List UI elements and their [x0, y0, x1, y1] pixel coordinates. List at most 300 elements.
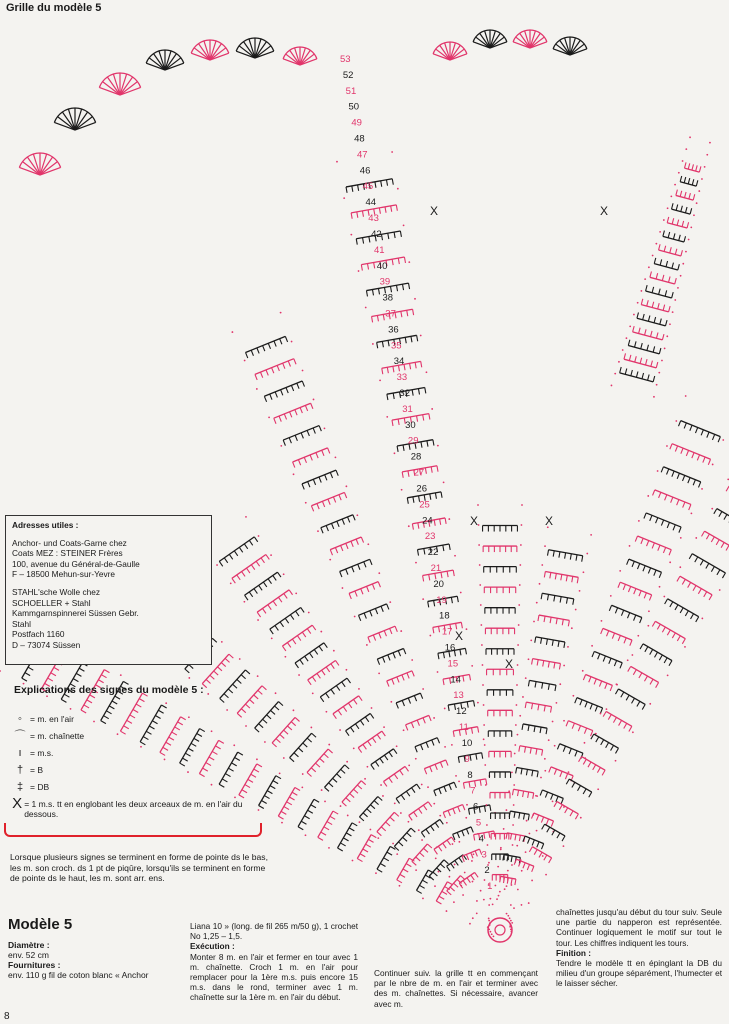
stitch	[264, 796, 269, 799]
stitch	[258, 690, 262, 694]
chain-dot	[529, 833, 531, 835]
stitch	[471, 827, 473, 833]
stitch	[212, 638, 216, 642]
stitch	[596, 737, 599, 742]
chain-dot	[535, 795, 537, 797]
chain-dot	[386, 416, 388, 418]
stitch	[661, 467, 663, 473]
chain-dot	[488, 920, 490, 922]
stitch	[527, 864, 529, 870]
chain-dot	[427, 786, 429, 788]
chain-dot	[256, 388, 258, 390]
chain-dot	[556, 702, 558, 704]
stitch	[268, 605, 271, 610]
stitch	[278, 572, 281, 577]
stitch	[394, 812, 398, 816]
chain-dot	[415, 869, 417, 871]
row-number: 29	[407, 435, 419, 447]
stitch	[463, 676, 464, 682]
chain-dot	[312, 692, 314, 694]
stitch	[411, 828, 415, 832]
stitch	[600, 708, 602, 714]
stitch	[451, 863, 454, 868]
chain-dot	[328, 847, 330, 849]
stitch	[368, 839, 373, 842]
stitch	[682, 221, 684, 227]
chain-dot	[633, 314, 635, 316]
chain-dot	[346, 761, 348, 763]
chain-dot	[358, 688, 360, 690]
legend-text: = m.s.	[30, 747, 54, 758]
stitch	[519, 813, 520, 819]
stitch	[443, 843, 446, 848]
stitch	[511, 834, 512, 840]
chain-dot	[554, 745, 556, 747]
chain-dot	[522, 696, 524, 698]
stitch	[351, 541, 353, 547]
stitch	[348, 517, 350, 523]
legend-item	[10, 778, 250, 795]
stitch	[640, 358, 642, 364]
chain-dot	[243, 601, 245, 603]
stitch	[652, 302, 654, 308]
stitch	[566, 598, 567, 604]
stitch	[634, 589, 636, 595]
stitch	[583, 789, 586, 794]
chain-dot	[379, 380, 381, 382]
stitch	[482, 753, 483, 759]
stitch	[417, 335, 418, 341]
stitch	[347, 678, 350, 683]
stitch	[632, 561, 634, 567]
model-title: Modèle 5	[8, 916, 73, 933]
chain-dot	[207, 693, 209, 695]
chain-dot	[685, 148, 687, 150]
row-number: 18	[439, 610, 450, 622]
chain-dot	[499, 891, 501, 893]
chain-dot	[411, 659, 413, 661]
stitch	[679, 235, 681, 241]
stitch	[411, 722, 413, 728]
stitch	[260, 372, 262, 378]
stitch	[280, 734, 284, 738]
stitch	[565, 553, 566, 559]
instructions-col-1	[190, 921, 358, 1003]
stitch	[639, 328, 641, 334]
row-number: 37	[385, 308, 396, 320]
stitch	[257, 348, 259, 354]
stitch	[374, 262, 375, 268]
chain-dot	[618, 361, 620, 363]
stitch	[291, 722, 295, 726]
stitch	[486, 779, 487, 785]
intro-text: Liana 10 » (long. de fil 265 m/50 g), 1 crochet No 1,25 – 1,5.	[190, 921, 358, 942]
stitch	[582, 556, 583, 562]
chain-dot	[488, 862, 490, 864]
stitch	[283, 363, 285, 369]
stitch	[538, 615, 539, 621]
chain-dot	[615, 760, 617, 762]
stitch	[557, 833, 560, 838]
chain-dot	[257, 675, 259, 677]
row-number: 16	[444, 642, 456, 654]
stitch	[397, 677, 399, 683]
stitch	[511, 878, 512, 884]
stitch	[561, 574, 562, 580]
stitch	[346, 798, 350, 802]
stitch	[534, 849, 537, 854]
stitch	[337, 521, 339, 527]
stitch	[261, 801, 266, 804]
chain-dot	[544, 545, 546, 547]
stitch	[246, 352, 248, 358]
chain-dot	[656, 384, 658, 386]
stitch	[590, 704, 592, 710]
stitch	[472, 728, 473, 734]
chain-dot	[582, 670, 584, 672]
stitch	[333, 778, 337, 782]
stitch	[330, 816, 335, 819]
chain-dot	[383, 726, 385, 728]
stitch	[512, 789, 513, 795]
stitch	[670, 602, 673, 607]
stitch	[272, 743, 276, 747]
stitch	[350, 794, 354, 798]
stitch	[397, 446, 398, 452]
stitch	[620, 367, 622, 373]
legend-item	[10, 727, 250, 744]
stitch	[692, 179, 694, 185]
x-stitch-icon: X	[12, 795, 23, 812]
stitch	[305, 405, 307, 411]
stitch	[490, 805, 491, 811]
row-number: 9	[464, 753, 470, 765]
stitch	[261, 558, 264, 563]
chain-dot	[631, 654, 633, 656]
stitch	[434, 520, 435, 526]
stitch	[423, 718, 425, 724]
stitch	[457, 596, 458, 602]
stitch	[471, 853, 473, 859]
chain-dot	[484, 764, 486, 766]
stitch	[266, 370, 268, 376]
chain-dot	[680, 275, 682, 277]
stitch	[629, 355, 631, 361]
stitch	[274, 341, 276, 347]
stitch	[433, 627, 434, 633]
stitch	[625, 369, 627, 375]
stitch	[289, 590, 292, 595]
stitch	[387, 604, 389, 610]
row-number: 24	[422, 515, 433, 527]
stitch	[281, 811, 286, 814]
stitch	[708, 459, 710, 465]
stitch	[633, 670, 636, 675]
stitch	[514, 812, 515, 818]
chain-dot	[437, 445, 439, 447]
stitch	[317, 673, 320, 678]
stitch	[690, 425, 692, 431]
stitch	[688, 478, 690, 484]
stitch	[445, 518, 446, 524]
stitch	[523, 791, 524, 797]
stitch	[619, 720, 622, 725]
chain-dot	[257, 619, 259, 621]
stitch	[354, 699, 357, 704]
stitch	[284, 594, 287, 599]
stitch	[297, 636, 300, 641]
chain-dot	[466, 804, 468, 806]
stitch	[406, 725, 408, 731]
chain-dot	[674, 299, 676, 301]
stitch	[79, 668, 84, 671]
stitch	[301, 821, 306, 824]
stitch	[351, 727, 354, 732]
stitch	[414, 812, 417, 817]
stitch	[290, 412, 292, 418]
chain-dot	[663, 219, 665, 221]
stitch	[569, 748, 571, 754]
stitch	[448, 810, 450, 816]
stitch-row-base	[290, 733, 312, 757]
chain-dot	[663, 596, 665, 598]
stitch	[304, 816, 309, 819]
stitch	[537, 842, 539, 848]
stitch	[210, 675, 214, 679]
row-number: 5	[475, 817, 482, 829]
stitch	[663, 305, 665, 311]
chain-dot	[552, 721, 554, 723]
exec-label: Exécution :	[190, 941, 235, 952]
stitch	[326, 667, 329, 672]
chain-dot	[446, 822, 448, 824]
stitch	[551, 707, 552, 713]
chain-dot	[511, 922, 513, 924]
stitch	[401, 311, 402, 317]
chain-dot	[239, 658, 241, 660]
stitch	[440, 864, 444, 868]
stitch	[675, 249, 677, 255]
stitch	[254, 589, 257, 594]
stitch	[640, 644, 643, 649]
stitch	[653, 346, 655, 352]
chain-dot	[484, 744, 486, 746]
stitch	[403, 445, 404, 451]
stitch	[459, 883, 462, 888]
chain-dot	[452, 843, 454, 845]
row-number: 49	[351, 117, 362, 129]
row-number: 32	[399, 388, 411, 400]
stitch	[572, 723, 574, 729]
stitch	[338, 710, 341, 715]
stitch	[254, 537, 257, 542]
chain-dot	[392, 843, 394, 845]
stitch	[627, 559, 629, 565]
stitch	[688, 178, 690, 184]
chain-dot	[515, 724, 517, 726]
stitch	[397, 880, 402, 883]
stitch	[536, 815, 538, 821]
chain-dot	[371, 707, 373, 709]
stitch	[528, 725, 529, 731]
chain-dot	[397, 188, 399, 190]
chain-dot	[221, 641, 223, 643]
stitch	[474, 835, 475, 841]
stitch	[268, 343, 270, 349]
stitch	[428, 601, 429, 607]
stitch	[358, 564, 360, 570]
chain-dot	[353, 747, 355, 749]
stitch	[471, 875, 474, 880]
chain-dot	[518, 604, 520, 606]
stitch	[229, 654, 233, 658]
chain-dot	[483, 899, 485, 901]
stitch	[647, 300, 649, 306]
stitch	[417, 550, 418, 556]
chain-dot	[666, 335, 668, 337]
stitch	[424, 549, 425, 555]
stitch	[469, 809, 470, 815]
row-number: 7	[470, 785, 476, 797]
chain-dot	[698, 190, 700, 192]
chain-dot	[482, 684, 484, 686]
stitch	[245, 670, 249, 674]
stitch	[662, 275, 664, 281]
stitch	[406, 864, 411, 867]
stitch	[400, 874, 405, 877]
stitch	[313, 479, 315, 485]
stitch	[650, 331, 652, 337]
chain-dot	[580, 817, 582, 819]
chain-dot	[513, 784, 515, 786]
stitch	[388, 233, 389, 239]
stitch	[609, 605, 611, 611]
stitch	[695, 557, 698, 562]
stitch	[115, 696, 120, 699]
stitch	[575, 698, 577, 704]
stitch	[239, 547, 242, 552]
stitch	[589, 792, 592, 797]
chain-dot	[647, 495, 649, 497]
chain-dot	[494, 885, 496, 887]
chart-title: Grille du modèle 5	[6, 2, 102, 14]
stitch	[676, 205, 678, 211]
stitch	[657, 624, 660, 629]
stitch	[393, 393, 394, 399]
stitch	[546, 819, 548, 825]
chain-dot	[350, 234, 352, 236]
stitch	[511, 856, 512, 862]
x-mark: X	[470, 514, 479, 528]
stitch	[257, 764, 262, 767]
chain-dot	[284, 656, 286, 658]
stitch	[670, 247, 672, 253]
stitch	[661, 520, 663, 526]
chain-dot	[264, 741, 266, 743]
row-number: 30	[405, 419, 416, 431]
stitch	[368, 637, 370, 643]
stitch	[340, 843, 345, 846]
stitch	[621, 610, 623, 616]
chain-dot	[528, 902, 530, 904]
stitch	[440, 762, 442, 768]
stitch	[589, 677, 591, 683]
chain-dot	[438, 871, 440, 873]
stitch	[578, 726, 580, 732]
chain-dot	[359, 821, 361, 823]
stitch	[54, 667, 59, 670]
chain-dot	[696, 202, 698, 204]
stitch	[295, 663, 298, 668]
stitch	[291, 385, 293, 391]
stitch	[312, 733, 316, 737]
chain-dot	[378, 572, 380, 574]
stitch	[372, 584, 374, 590]
chain-dot	[421, 784, 423, 786]
chain-dot	[563, 845, 565, 847]
stitch	[541, 638, 542, 644]
stitch	[659, 289, 661, 295]
stitch	[461, 622, 462, 628]
chain-dot	[358, 270, 360, 272]
stitch	[382, 341, 383, 347]
stitch	[532, 840, 534, 846]
stitch	[435, 493, 436, 499]
chain-dot	[568, 771, 570, 773]
stitch	[662, 627, 665, 632]
stitch	[415, 747, 417, 753]
chain-dot	[513, 907, 515, 909]
stitch	[361, 589, 363, 595]
stitch	[378, 288, 379, 294]
stitch	[644, 593, 646, 599]
stitch	[249, 540, 252, 545]
stitch	[361, 537, 363, 543]
stitch	[278, 816, 283, 819]
stitch	[318, 837, 323, 840]
stitch	[547, 827, 550, 832]
stitch	[624, 353, 626, 359]
stitch	[641, 299, 643, 305]
stitch	[390, 628, 392, 634]
stitch	[544, 572, 545, 578]
stitch	[341, 545, 343, 551]
stitch	[649, 595, 651, 601]
stitch	[435, 764, 437, 770]
chain-dot	[291, 341, 293, 343]
legend-item	[10, 710, 250, 727]
stitch	[639, 591, 641, 597]
chain-dot	[640, 290, 642, 292]
chain-dot	[372, 343, 374, 345]
chain-dot	[342, 587, 344, 589]
stitch	[275, 626, 278, 631]
stitch	[335, 547, 337, 553]
chain-dot	[390, 701, 392, 703]
stitch	[284, 414, 286, 420]
stitch	[270, 786, 275, 789]
chain-dot	[453, 901, 455, 903]
stitch	[538, 704, 539, 710]
chain-dot	[245, 516, 247, 518]
stitch	[289, 797, 294, 800]
chain-dot	[648, 266, 650, 268]
stitch	[523, 814, 524, 820]
chain-dot	[606, 708, 608, 710]
stitch	[241, 675, 245, 679]
stitch	[328, 448, 330, 454]
stitch	[295, 410, 297, 416]
